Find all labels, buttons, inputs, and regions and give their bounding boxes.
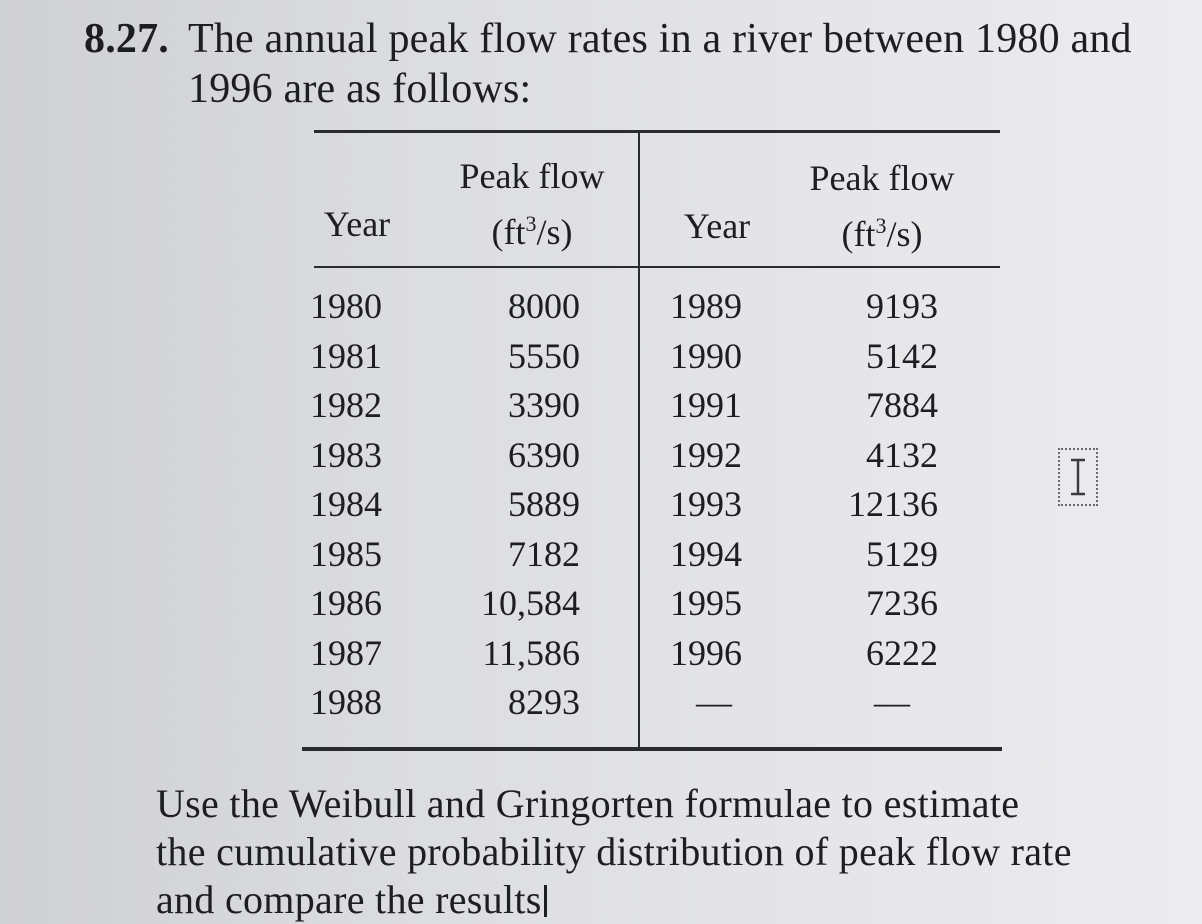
text-insertion-caret [544,885,547,917]
instructions-line-3-text: and compare the results [156,877,542,922]
table-bottom-rule [302,747,1002,751]
table-cell-flow: 8000 [508,286,580,326]
table-cell-flow: 5142 [866,335,938,376]
table-cell-year: 1989 [670,286,742,326]
table-cell-flow: 7236 [866,583,938,623]
table-cell-flow: 6222 [866,632,938,673]
table-cell-year: 1987 [310,632,382,673]
peak-flow-table [302,130,1002,752]
text-cursor-icon [1058,448,1098,506]
header-year-right: Year [683,206,751,246]
problem-line-1 [84,14,1164,64]
problem-text-line-2: 1996 are as follows: [188,66,532,112]
header-peak-flow-left [432,152,632,256]
table-cell-year: 1995 [670,583,742,623]
table-top-rule [314,130,1000,133]
ibeam-icon [1066,457,1090,497]
table-cell-flow: 5889 [508,484,580,524]
table-cell-year: 1994 [670,533,742,574]
unit-exponent: 3 [875,213,887,238]
table-cell-flow: 5550 [508,335,580,376]
right-year-column [670,282,750,728]
table-cell-flow: 12136 [848,484,938,524]
table-cell-year: 1986 [310,583,382,623]
instructions-line-3 [156,876,1166,924]
table-cell-year: 1982 [310,385,382,425]
header-peak-flow-right [782,154,982,258]
table-cell-flow: 10,584 [481,583,580,623]
problem-number: 8.27. [84,16,169,62]
table-cell-flow: 3390 [508,385,580,425]
table-cell-flow: 9193 [866,286,938,326]
table-cell-year: 1992 [670,434,742,475]
table-cell-year: 1988 [310,682,382,722]
table-cell-flow: 4132 [866,434,938,475]
header-unit [782,202,982,258]
unit-close: /s) [536,212,573,252]
table-cell-year: 1996 [670,632,742,673]
table-cell-year: 1991 [670,385,742,425]
table-cell-year: 1993 [670,484,742,524]
table-cell-flow: 11,586 [482,632,580,673]
table-cell-year: 1985 [310,533,382,574]
problem-statement [84,14,1164,114]
left-year-column [310,282,400,728]
unit-open: (ft [841,214,876,254]
table-cell-year: 1983 [310,434,382,475]
table-cell-year: — [696,682,732,722]
table-cell-flow: — [874,682,910,722]
header-peak-flow-label: Peak flow [459,156,605,196]
table-cell-flow: 5129 [866,533,938,574]
header-peak-flow-label: Peak flow [809,158,955,198]
unit-exponent: 3 [525,211,537,236]
table-column-divider [638,130,640,750]
header-unit [432,200,632,256]
unit-open: (ft [491,212,526,252]
table-cell-flow: 6390 [508,434,580,475]
table-cell-year: 1984 [310,484,382,524]
table-cell-year: 1981 [310,335,382,376]
right-flow-column [822,282,938,728]
instructions-line-2: the cumulative probability distribution of peak flow rate [156,829,1072,874]
instructions-line-1: Use the Weibull and Gringorten formulae to estimate [156,781,1020,826]
table-cell-year: 1980 [310,286,382,326]
instructions-text [156,780,1166,924]
table-cell-flow: 7182 [508,533,580,574]
table-cell-year: 1990 [670,335,742,376]
unit-close: /s) [886,214,923,254]
header-year-left: Year [323,204,391,244]
table-header-rule [314,266,1000,268]
left-flow-column [452,282,580,728]
table-cell-flow: 8293 [508,682,580,722]
table-cell-flow: 7884 [866,385,938,425]
problem-text-line-1: The annual peak flow rates in a river between 1980 and [188,16,1132,62]
